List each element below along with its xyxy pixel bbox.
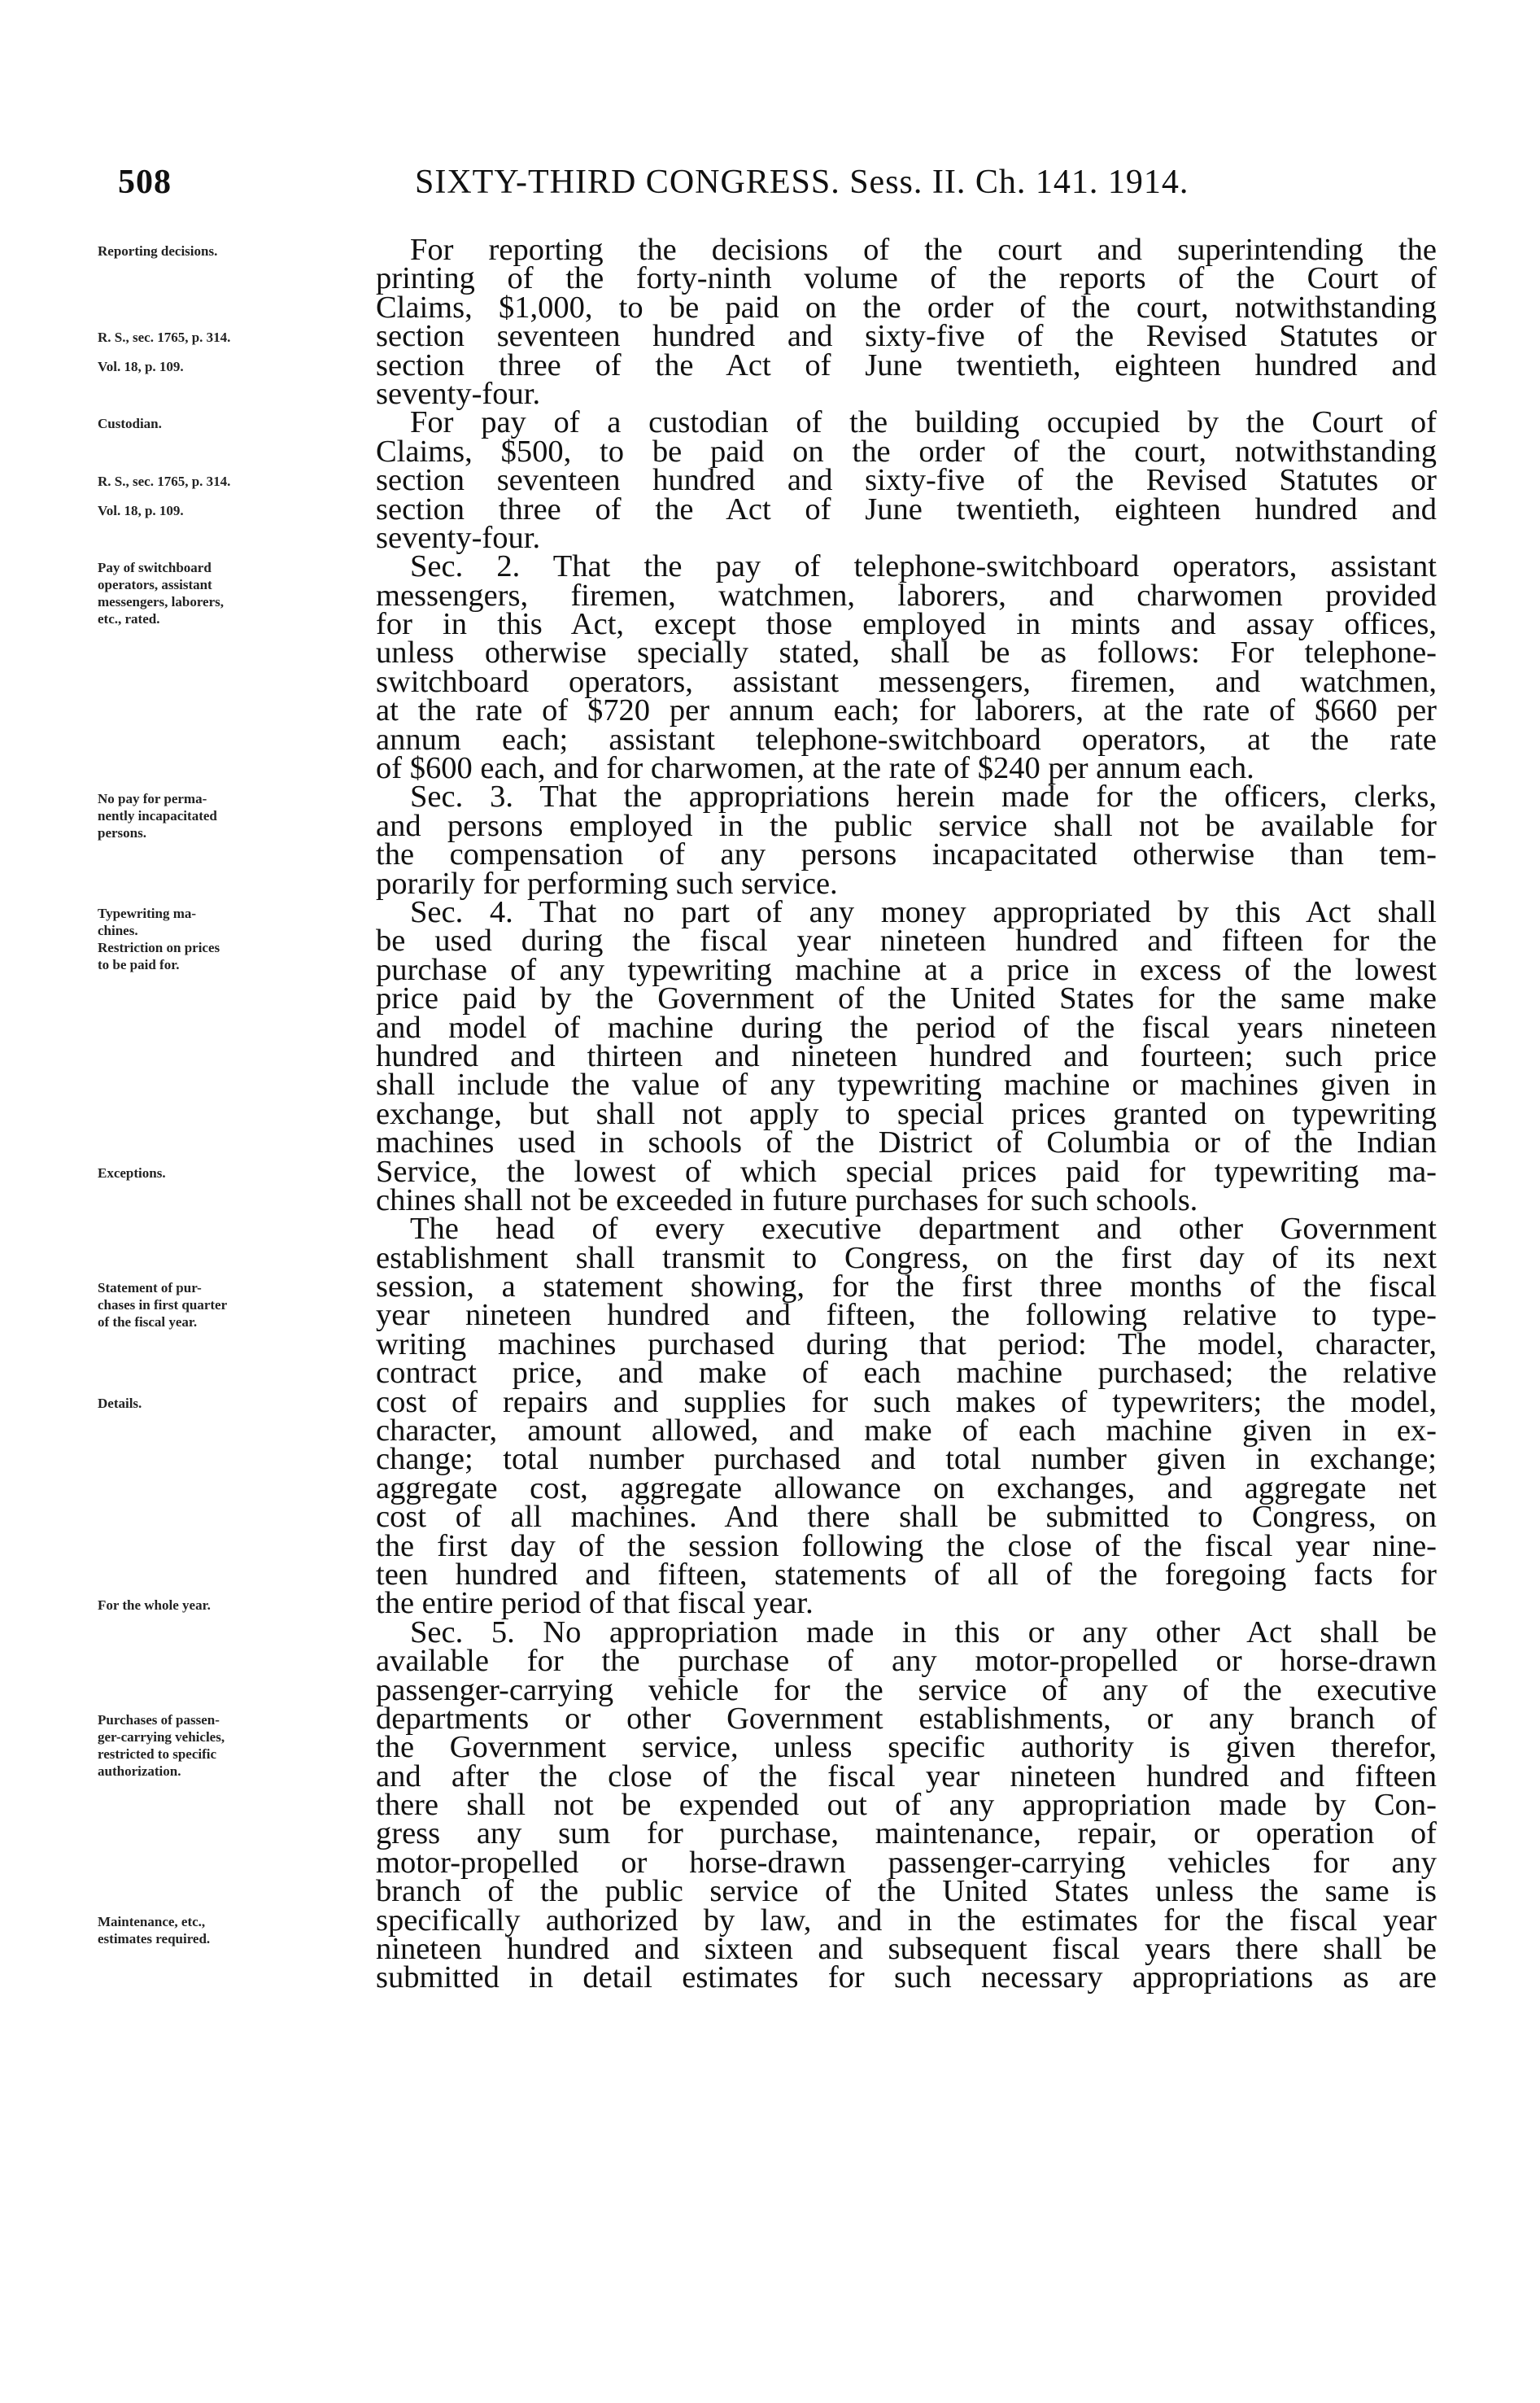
text-line: character, amount allowed, and make of each machine given in ex- bbox=[376, 1413, 1437, 1448]
running-head: SIXTY-THIRD CONGRESS. Sess. II. Ch. 141. 1914. bbox=[415, 164, 1189, 201]
margin-note-line: Exceptions. bbox=[98, 1164, 166, 1181]
text-line: section seventeen hundred and sixty-five of the Revised Statutes or bbox=[376, 319, 1437, 354]
text-line: of $600 each, and for charwomen, at the rate of $240 per annum each. bbox=[376, 751, 1254, 786]
text-line: be used during the fiscal year nineteen hundred and fifteen for the bbox=[376, 924, 1437, 959]
margin-note-line: authorization. bbox=[98, 1763, 181, 1780]
text-line: there shall not be expended out of any appropriation made by Con- bbox=[376, 1788, 1437, 1823]
text-line: motor-propelled or horse-drawn passenger-carrying vehicles for any bbox=[376, 1845, 1437, 1880]
margin-note-line: Vol. 18, p. 109. bbox=[98, 502, 184, 518]
text-line: for in this Act, except those employed in mints and assay offices, bbox=[376, 607, 1437, 642]
margin-note-line: R. S., sec. 1765, p. 314. bbox=[98, 330, 231, 346]
margin-note bbox=[98, 1711, 368, 1780]
margin-note-line: ger-carrying vehicles, bbox=[98, 1729, 225, 1745]
text-line: shall include the value of any typewriting machine or machines given in bbox=[376, 1068, 1437, 1103]
text-line: The head of every executive department and other Government bbox=[410, 1212, 1437, 1247]
margin-note-line: estimates required. bbox=[98, 1931, 211, 1947]
text-line: gress any sum for purchase, maintenance, repair, or operation of bbox=[376, 1816, 1437, 1851]
text-line: branch of the public service of the United States unless the same is bbox=[376, 1874, 1437, 1909]
text-line: cost of repairs and supplies for such makes of typewriters; the model, bbox=[376, 1384, 1437, 1419]
margin-note bbox=[98, 1597, 368, 1614]
margin-note-line: of the fiscal year. bbox=[98, 1314, 198, 1330]
statute-text bbox=[376, 233, 1437, 1995]
text-line: aggregate cost, aggregate allowance on exchanges, and aggregate net bbox=[376, 1470, 1437, 1505]
text-line: and persons employed in the public service shall not be available for bbox=[376, 808, 1437, 843]
text-line: available for the purchase of any motor-propelled or horse-drawn bbox=[376, 1644, 1437, 1679]
margin-note bbox=[98, 559, 368, 627]
text-line: Sec. 2. That the pay of telephone-switchboard operators, assistant bbox=[410, 549, 1437, 584]
margin-note bbox=[98, 1395, 368, 1412]
page-number: 508 bbox=[118, 164, 172, 201]
margin-note-line: R. S., sec. 1765, p. 314. bbox=[98, 474, 231, 490]
text-line: machines used in schools of the District of Columbia or of the Indian bbox=[376, 1125, 1437, 1160]
margin-note-line: For the whole year. bbox=[98, 1597, 211, 1613]
margin-note-line: Reporting decisions. bbox=[98, 243, 218, 259]
margin-note-line: Purchases of passen- bbox=[98, 1712, 220, 1728]
text-line: submitted in detail estimates for such necessary appropriations as are bbox=[376, 1960, 1437, 1995]
text-line: Sec. 3. That the appropriations herein made for the officers, clerks, bbox=[410, 780, 1437, 815]
text-line: writing machines purchased during that period: The model, character, bbox=[376, 1326, 1437, 1361]
text-line: the Government service, unless specific authority is given therefor, bbox=[376, 1730, 1437, 1765]
text-line: at the rate of $720 per annum each; for laborers, at the rate of $660 per bbox=[376, 693, 1437, 728]
text-line: chines shall not be exceeded in future purchases for such schools. bbox=[376, 1182, 1198, 1217]
margin-note bbox=[98, 358, 368, 375]
text-line: printing of the forty-ninth volume of the reports of the Court of bbox=[376, 261, 1437, 296]
text-line: Claims, $1,000, to be paid on the order of the court, notwithstanding bbox=[376, 290, 1437, 325]
margin-note bbox=[98, 242, 368, 260]
page-header bbox=[118, 163, 1436, 212]
text-line: Sec. 4. That no part of any money appropriated by this Act shall bbox=[410, 894, 1437, 929]
margin-note bbox=[98, 1913, 368, 1947]
text-line: teen hundred and fifteen, statements of all of the foregoing facts for bbox=[376, 1557, 1437, 1592]
text-line: nineteen hundred and sixteen and subsequent fiscal years there shall be bbox=[376, 1932, 1437, 1967]
text-line: seventy-four. bbox=[376, 376, 541, 411]
text-line: establishment shall transmit to Congress, on the first day of its next bbox=[376, 1240, 1437, 1275]
text-line: price paid by the Government of the United States for the same make bbox=[376, 981, 1437, 1016]
margin-note-line: Restriction on prices bbox=[98, 940, 220, 956]
margin-note-line: restricted to specific bbox=[98, 1746, 217, 1763]
margin-note bbox=[98, 790, 368, 841]
text-line: messengers, firemen, watchmen, laborers, and charwomen provided bbox=[376, 578, 1437, 613]
text-line: hundred and thirteen and nineteen hundred and fourteen; such price bbox=[376, 1038, 1437, 1073]
margin-note bbox=[98, 1279, 368, 1330]
margin-note-line: etc., rated. bbox=[98, 611, 160, 627]
text-line: cost of all machines. And there shall be submitted to Congress, on bbox=[376, 1500, 1437, 1535]
text-line: session, a statement showing, for the first three months of the fiscal bbox=[376, 1269, 1437, 1304]
text-line: the entire period of that fiscal year. bbox=[376, 1586, 814, 1621]
margin-note bbox=[98, 473, 368, 490]
margin-note bbox=[98, 502, 368, 519]
text-line: porarily for performing such service. bbox=[376, 866, 838, 901]
text-line: seventy-four. bbox=[376, 520, 541, 555]
margin-note-line: Typewriting ma- bbox=[98, 906, 197, 922]
margin-note bbox=[98, 415, 368, 432]
margin-note bbox=[98, 1164, 368, 1182]
margin-note-line: No pay for perma- bbox=[98, 790, 207, 806]
margin-note-line: operators, assistant bbox=[98, 577, 212, 593]
text-line: section three of the Act of June twentieth, eighteen hundred and bbox=[376, 347, 1437, 382]
text-line: specifically authorized by law, and in the estimates for the fiscal year bbox=[376, 1903, 1437, 1938]
text-line: the first day of the session following the close of the fiscal year nine- bbox=[376, 1528, 1437, 1563]
margin-note-line: Details. bbox=[98, 1396, 142, 1411]
text-line: section seventeen hundred and sixty-five of the Revised Statutes or bbox=[376, 463, 1437, 498]
text-line: section three of the Act of June twentieth, eighteen hundred and bbox=[376, 492, 1437, 526]
margin-note-line: chases in first quarter bbox=[98, 1297, 228, 1313]
text-line: change; total number purchased and total number given in exchange; bbox=[376, 1442, 1437, 1477]
margin-note-line: Custodian. bbox=[98, 416, 162, 432]
text-line: switchboard operators, assistant messengers, firemen, and watchmen, bbox=[376, 664, 1437, 699]
margin-note-line: to be paid for. bbox=[98, 957, 180, 973]
text-line: Service, the lowest of which special prices paid for typewriting ma- bbox=[376, 1154, 1437, 1189]
text-line: contract price, and make of each machine purchased; the relative bbox=[376, 1356, 1437, 1391]
text-line: and model of machine during the period of the fiscal years nineteen bbox=[376, 1010, 1437, 1045]
margin-note-line: nently incapacitated bbox=[98, 807, 217, 824]
margin-note bbox=[98, 905, 368, 973]
text-line: purchase of any typewriting machine at a price in excess of the lowest bbox=[376, 952, 1437, 987]
margin-note-line: persons. bbox=[98, 824, 146, 841]
margin-note-line: Maintenance, etc., bbox=[98, 1914, 206, 1930]
margin-note-line: Pay of switchboard bbox=[98, 560, 212, 576]
margin-note-line: Vol. 18, p. 109. bbox=[98, 358, 184, 374]
text-line: Claims, $500, to be paid on the order of the court, notwithstanding bbox=[376, 434, 1437, 469]
margin-note-line: Statement of pur- bbox=[98, 1280, 202, 1296]
text-line: For pay of a custodian of the building occupied by the Court of bbox=[410, 405, 1437, 440]
text-line: the compensation of any persons incapacitated otherwise than tem- bbox=[376, 837, 1437, 872]
text-line: For reporting the decisions of the court and superintending the bbox=[410, 233, 1437, 267]
margin-note-line: messengers, laborers, bbox=[98, 594, 225, 610]
margin-note-line: chines. bbox=[98, 923, 138, 939]
text-line: Sec. 5. No appropriation made in this or any other Act shall be bbox=[410, 1614, 1437, 1649]
text-line: year nineteen hundred and fifteen, the following relative to type- bbox=[376, 1298, 1437, 1333]
text-line: departments or other Government establishments, or any branch of bbox=[376, 1701, 1437, 1736]
text-line: exchange, but shall not apply to special prices granted on typewriting bbox=[376, 1096, 1437, 1131]
text-line: annum each; assistant telephone-switchboard operators, at the rate bbox=[376, 722, 1437, 757]
text-line: passenger-carrying vehicle for the service of any of the executive bbox=[376, 1672, 1437, 1707]
margin-note bbox=[98, 329, 368, 346]
text-line: and after the close of the fiscal year nineteen hundred and fifteen bbox=[376, 1759, 1437, 1794]
text-line: unless otherwise specially stated, shall be as follows: For telephone- bbox=[376, 636, 1437, 671]
